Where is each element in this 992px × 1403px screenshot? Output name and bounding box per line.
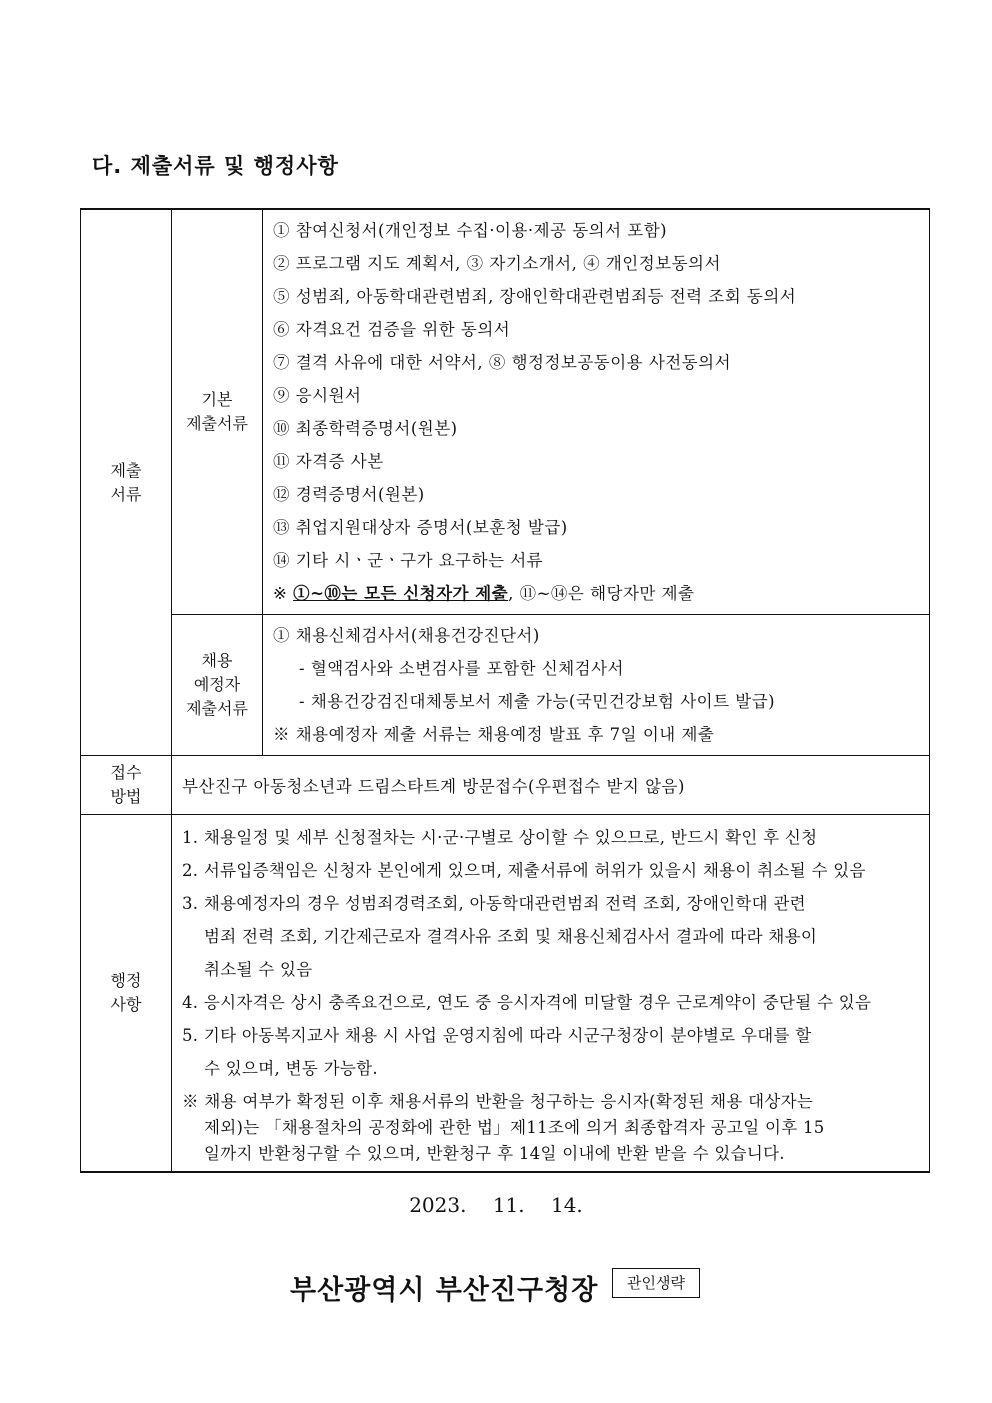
stamp-omitted-box: 관인생략 — [612, 1268, 700, 1298]
admin-note: ※ 채용 여부가 확정된 이후 채용서류의 반환을 청구하는 응시자(확정된 채용 대상자는 제외)는 「채용절차의 공정화에 관한 법」제11조에 의거 최종합격자 공고일 이후 15 일까지 반환청구할 수 있으며, 반환청구 후 14일 이내에 반환 받을 수 있습니다. — [182, 1092, 825, 1163]
list-subitem: - 채용건강검진대체통보서 제출 가능(국민건강보험 사이트 발급) — [299, 692, 776, 711]
reception-row — [81, 756, 930, 815]
basic-docs-label: 기본 제출서류 — [172, 209, 263, 615]
list-item: 2. 서류입증책임은 신청자 본인에게 있으며, 제출서류에 허위가 있을시 채용이 취소될 수 있음 — [182, 861, 866, 880]
basic-docs-note: ※ ①~⑩는 모든 신청자가 제출, ⑪~⑭은 해당자만 제출 — [273, 584, 695, 603]
list-item: ① 채용신체검사서(채용건강진단서) — [273, 626, 540, 645]
list-item: 5. 기타 아동복지교사 채용 시 사업 운영지침에 따라 시군구청장이 분야별로 우대를 할 — [182, 1026, 812, 1045]
submit-docs-label: 제출 서류 — [81, 209, 172, 756]
list-subitem: - 혈액검사와 소변검사를 포함한 신체검사서 — [299, 659, 624, 678]
planned-docs-row — [81, 615, 930, 756]
basic-docs-row — [81, 209, 930, 615]
list-item: ① 참여신청서(개인정보 수집·이용·제공 동의서 포함) — [273, 221, 668, 240]
list-item: 4. 응시자격은 상시 충족요건으로, 연도 중 응시자격에 미달할 경우 근로계약이 중단될 수 있음 — [182, 993, 872, 1012]
basic-docs-list — [263, 209, 930, 615]
planned-docs-list — [263, 615, 930, 756]
document-date: 2023. 11. 14. — [409, 1193, 583, 1217]
note-emphasis: ①~⑩는 모든 신청자가 제출 — [293, 584, 509, 603]
signature: 부산광역시 부산진구청장 — [290, 1275, 599, 1306]
admin-label: 행정 사항 — [81, 815, 172, 1173]
section-heading: 다. 제출서류 및 행정사항 — [92, 154, 339, 178]
list-item: ⑨ 응시원서 — [273, 386, 362, 405]
reception-label: 접수 방법 — [81, 756, 172, 815]
list-item-cont: 범죄 전력 조회, 기간제근로자 결격사유 조회 및 채용신체검사서 결과에 따라 채용이 — [204, 927, 818, 946]
list-item: ⑩ 최종학력증명서(원본) — [273, 419, 458, 438]
documents-table — [80, 208, 930, 1173]
list-item: ② 프로그램 지도 계획서, ③ 자기소개서, ④ 개인정보동의서 — [273, 254, 721, 273]
list-item-cont: 취소될 수 있음 — [204, 960, 313, 979]
list-item: ⑥ 자격요건 검증을 위한 동의서 — [273, 320, 511, 339]
list-item: ⑤ 성범죄, 아동학대관련범죄, 장애인학대관련범죄등 전력 조회 동의서 — [273, 287, 797, 306]
list-item: 1. 채용일정 및 세부 신청절차는 시·군·구별로 상이할 수 있으므로, 반드시 확인 후 신청 — [182, 828, 818, 847]
reception-text: 부산진구 아동청소년과 드림스타트계 방문접수(우편접수 받지 않음) — [172, 756, 930, 815]
planned-docs-label: 채용 예정자 제출서류 — [172, 615, 263, 756]
list-item: ⑦ 결격 사유에 대한 서약서, ⑧ 행정정보공동이용 사전동의서 — [273, 353, 732, 372]
list-item-cont: 수 있으며, 변동 가능함. — [204, 1059, 378, 1078]
planned-docs-note: ※ 채용예정자 제출 서류는 채용예정 발표 후 7일 이내 제출 — [273, 725, 715, 744]
admin-row — [81, 815, 930, 1173]
list-item: ⑬ 취업지원대상자 증명서(보훈청 발급) — [273, 518, 568, 537]
list-item: ⑪ 자격증 사본 — [273, 452, 384, 471]
admin-list — [172, 815, 930, 1173]
list-item: ⑭ 기타 시ㆍ군ㆍ구가 요구하는 서류 — [273, 551, 544, 570]
list-item: 3. 채용예정자의 경우 성범죄경력조회, 아동학대관련범죄 전력 조회, 장애인학대 관련 — [182, 894, 806, 913]
list-item: ⑫ 경력증명서(원본) — [273, 485, 425, 504]
